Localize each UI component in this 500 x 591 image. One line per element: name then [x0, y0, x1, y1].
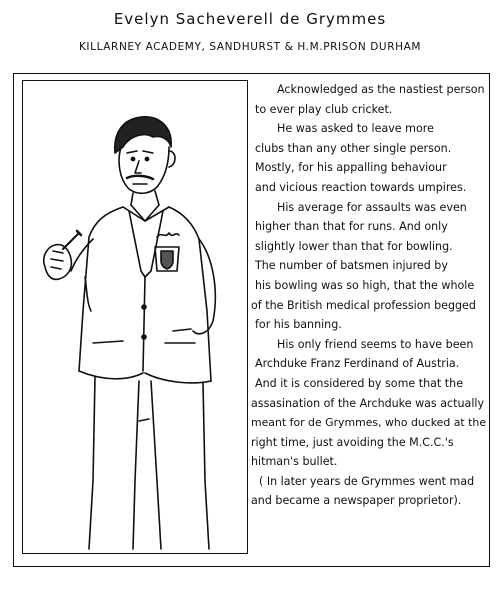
- text-line: His only friend seems to have been: [277, 337, 474, 351]
- text-line: assasination of the Archduke was actually: [251, 396, 485, 410]
- cricketer-illustration: [23, 81, 246, 552]
- text-line: for his banning.: [255, 318, 342, 332]
- text-line: The number of batsmen injured by: [255, 259, 448, 273]
- text-line: ( In later years de Grymmes went mad: [259, 474, 475, 488]
- text-line: right time, just avoiding the M.C.C.'s: [251, 435, 454, 449]
- text-line: Archduke Franz Ferdinand of Austria.: [255, 357, 460, 371]
- text-line: slightly lower than that for bowling.: [255, 239, 453, 253]
- text-line: and vicious reaction towards umpires.: [255, 180, 467, 194]
- text-line: And it is considered by some that the: [255, 376, 464, 390]
- portrait-panel: [22, 80, 248, 554]
- text-line: and became a newspaper proprietor).: [251, 494, 462, 508]
- text-line: clubs than any other single person.: [255, 141, 452, 155]
- page-subtitle: KILLARNEY ACADEMY, SANDHURST & H.M.PRISON DURHAM: [78, 41, 422, 53]
- text-line: meant for de Grymmes, who ducked at the: [251, 416, 487, 430]
- text-line: His average for assaults was even: [277, 200, 467, 214]
- text-line: his bowling was so high, that the whole: [255, 278, 475, 292]
- text-line: of the British medical profession begged: [251, 298, 476, 312]
- text-line: He was asked to leave more: [277, 122, 434, 136]
- text-line: Acknowledged as the nastiest person: [277, 83, 485, 96]
- text-line: higher than that for runs. And only: [255, 220, 448, 234]
- biography-text: [251, 80, 487, 511]
- page-title: Evelyn Sacheverell de Grymmes: [113, 10, 387, 28]
- text-line: to ever play club cricket.: [255, 102, 393, 116]
- text-line: Mostly, for his appalling behaviour: [255, 161, 447, 175]
- text-line: hitman's bullet.: [251, 455, 338, 469]
